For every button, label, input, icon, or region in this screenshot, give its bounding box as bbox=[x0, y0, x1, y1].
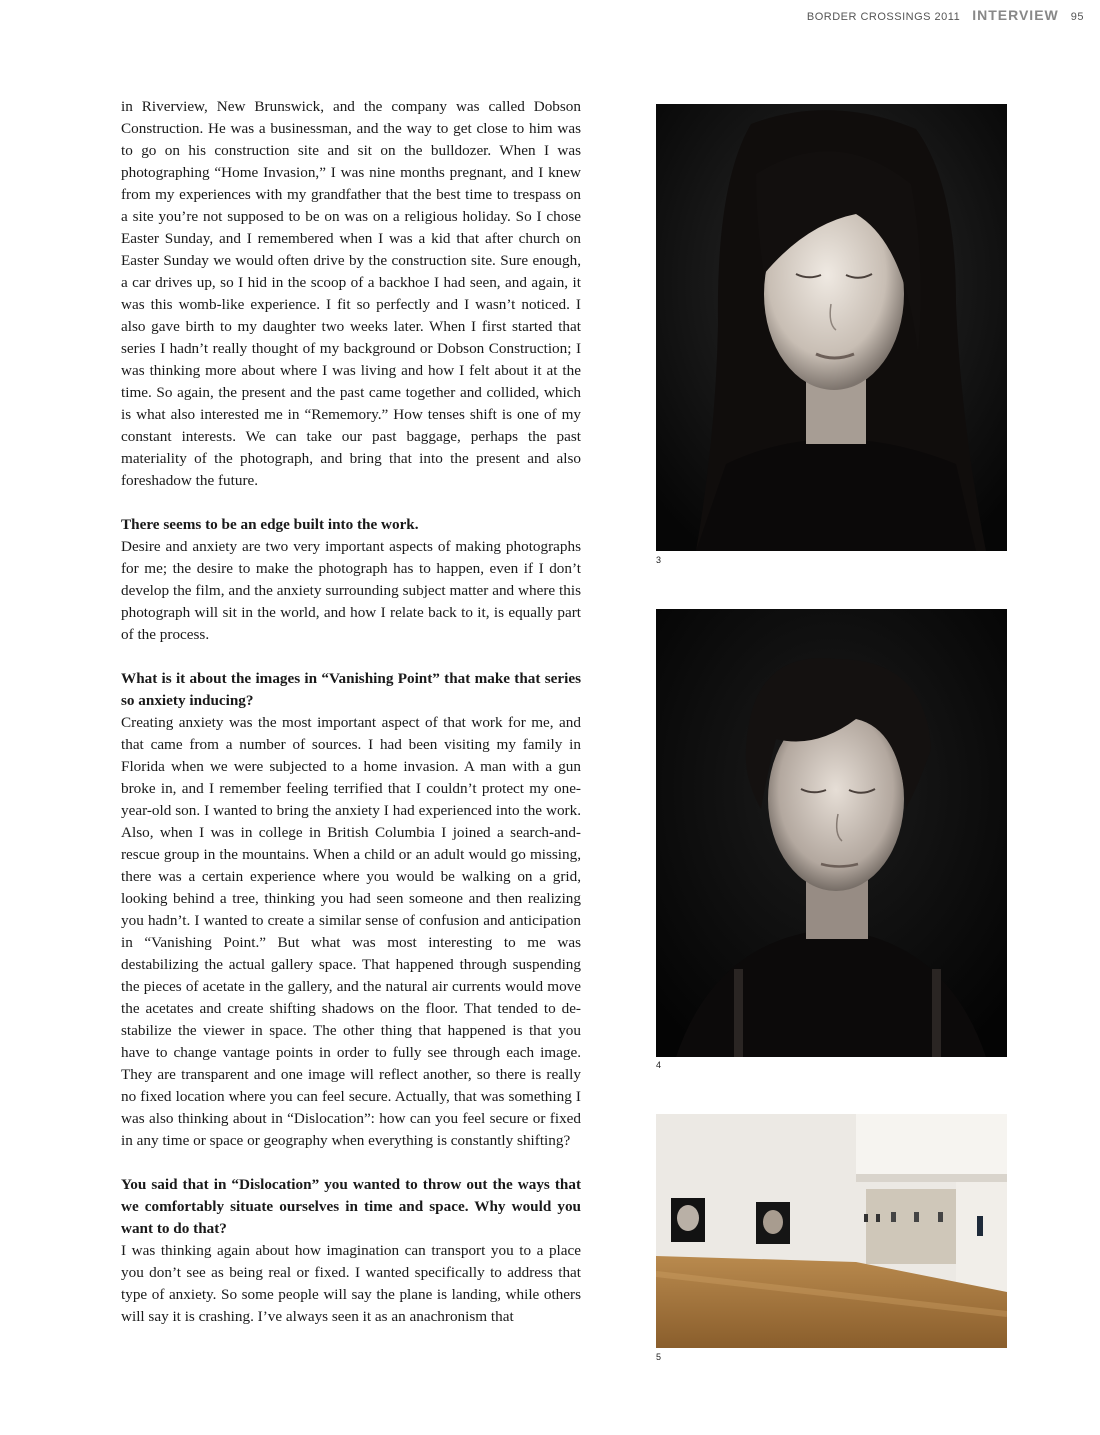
figure-caption: 4 bbox=[656, 1060, 662, 1070]
figure-caption: 5 bbox=[656, 1352, 662, 1362]
interview-question: There seems to be an edge built into the work. bbox=[121, 516, 419, 533]
article-body bbox=[121, 96, 581, 1328]
running-header bbox=[807, 7, 1084, 23]
section-title: INTERVIEW bbox=[972, 7, 1059, 23]
interview-question: You said that in “Dislocation” you wanted to throw out the ways that we comfortably situate ourselves in time and space. Why would you want to do that? bbox=[121, 1176, 581, 1237]
magazine-title: BORDER CROSSINGS 2011 bbox=[806, 11, 961, 23]
paragraph: in Riverview, New Brunswick, and the company was called Dobson Construction. He was a businessman, and the way to get close to him was to go on his construction site and sit on the bulldozer. When I was photographing “Home Invasion,” I was nine months pregnant, and I knew from my experiences with my grandfather that the best time to trespass on a site you’re not supposed to be on was on a religious holiday. So I chose Easter Sunday, and I remembered when I was a kid that after church on Easter Sunday we would often drive by the construction site. Sure enough, a car drives up, so I hid in the scoop of a backhoe I had seen, and again, it was this womb-like experience. I fit so perfectly and I wasn’t noticed. I also gave birth to my daughter two weeks later. When I first started that series I hadn’t really thought of my background or Dobson Construction; I was thinking more about where I was living and how I felt about it at the time. So again, the present and the past came together and collided, which is what also interested me in “Rememory.” How tenses shift is one of my constant interests. We can take our past baggage, perhaps the past materiality of the photograph, and bring that into the present and also foreshadow the future. bbox=[121, 98, 581, 489]
interview-question: What is it about the images in “Vanishing Point” that make that series so anxiety inducing? bbox=[121, 670, 581, 709]
interview-answer: Desire and anxiety are two very important aspects of making photographs for me; the desire to make the photograph has to happen, even if I don’t develop the film, and the anxiety surrounding subject matter and where this photograph will sit in the world, and how I relate back to it, is equally part of the process. bbox=[121, 538, 581, 643]
gallery-installation-photo bbox=[656, 1114, 1007, 1348]
portrait-photo-woman bbox=[656, 104, 1007, 551]
interview-answer: Creating anxiety was the most important aspect of that work for me, and that came from a number of sources. I had been visiting my family in Florida when we were subjected to a home invasion. A man with a gun broke in, and I remember feeling terrified that I couldn’t protect my one-year-old son. I wanted to bring the anxiety I had experienced into the work. Also, when I was in college in British Columbia I joined a search-and-rescue group in the mountains. When a child or an adult would go missing, there was a certain experience where you would be walking on a grid, looking behind a tree, thinking you had seen someone and then realizing you hadn’t. I wanted to create a similar sense of confusion and anticipation in “Vanishing Point.” But what was most interesting to me was destabilizing the actual gallery space. That happened through suspending the pieces of acetate in the gallery, and the natural air currents would move the acetates and create shifting shadows on the floor. That tended to de-stabilize the viewer in space. The other thing that happened is that you have to change vantage points in order to fully see through each image. They are transparent and one image will reflect another, so there is really no fixed location where you can feel secure. Actually, that was something I was also thinking about in “Dislocation”: how can you feel secure or fixed in any time or space or geography when everything is constantly shifting? bbox=[121, 714, 581, 1149]
page-number: 95 bbox=[1070, 11, 1084, 23]
portrait-photo-man bbox=[656, 609, 1007, 1057]
interview-answer: I was thinking again about how imagination can transport you to a place you don’t see as being real or fixed. I wanted specifically to address that type of anxiety. So some people will say the plane is landing, while others will say it is crashing. I’ve always seen it as an anachronism that bbox=[121, 1242, 581, 1325]
figure-caption: 3 bbox=[656, 555, 662, 565]
